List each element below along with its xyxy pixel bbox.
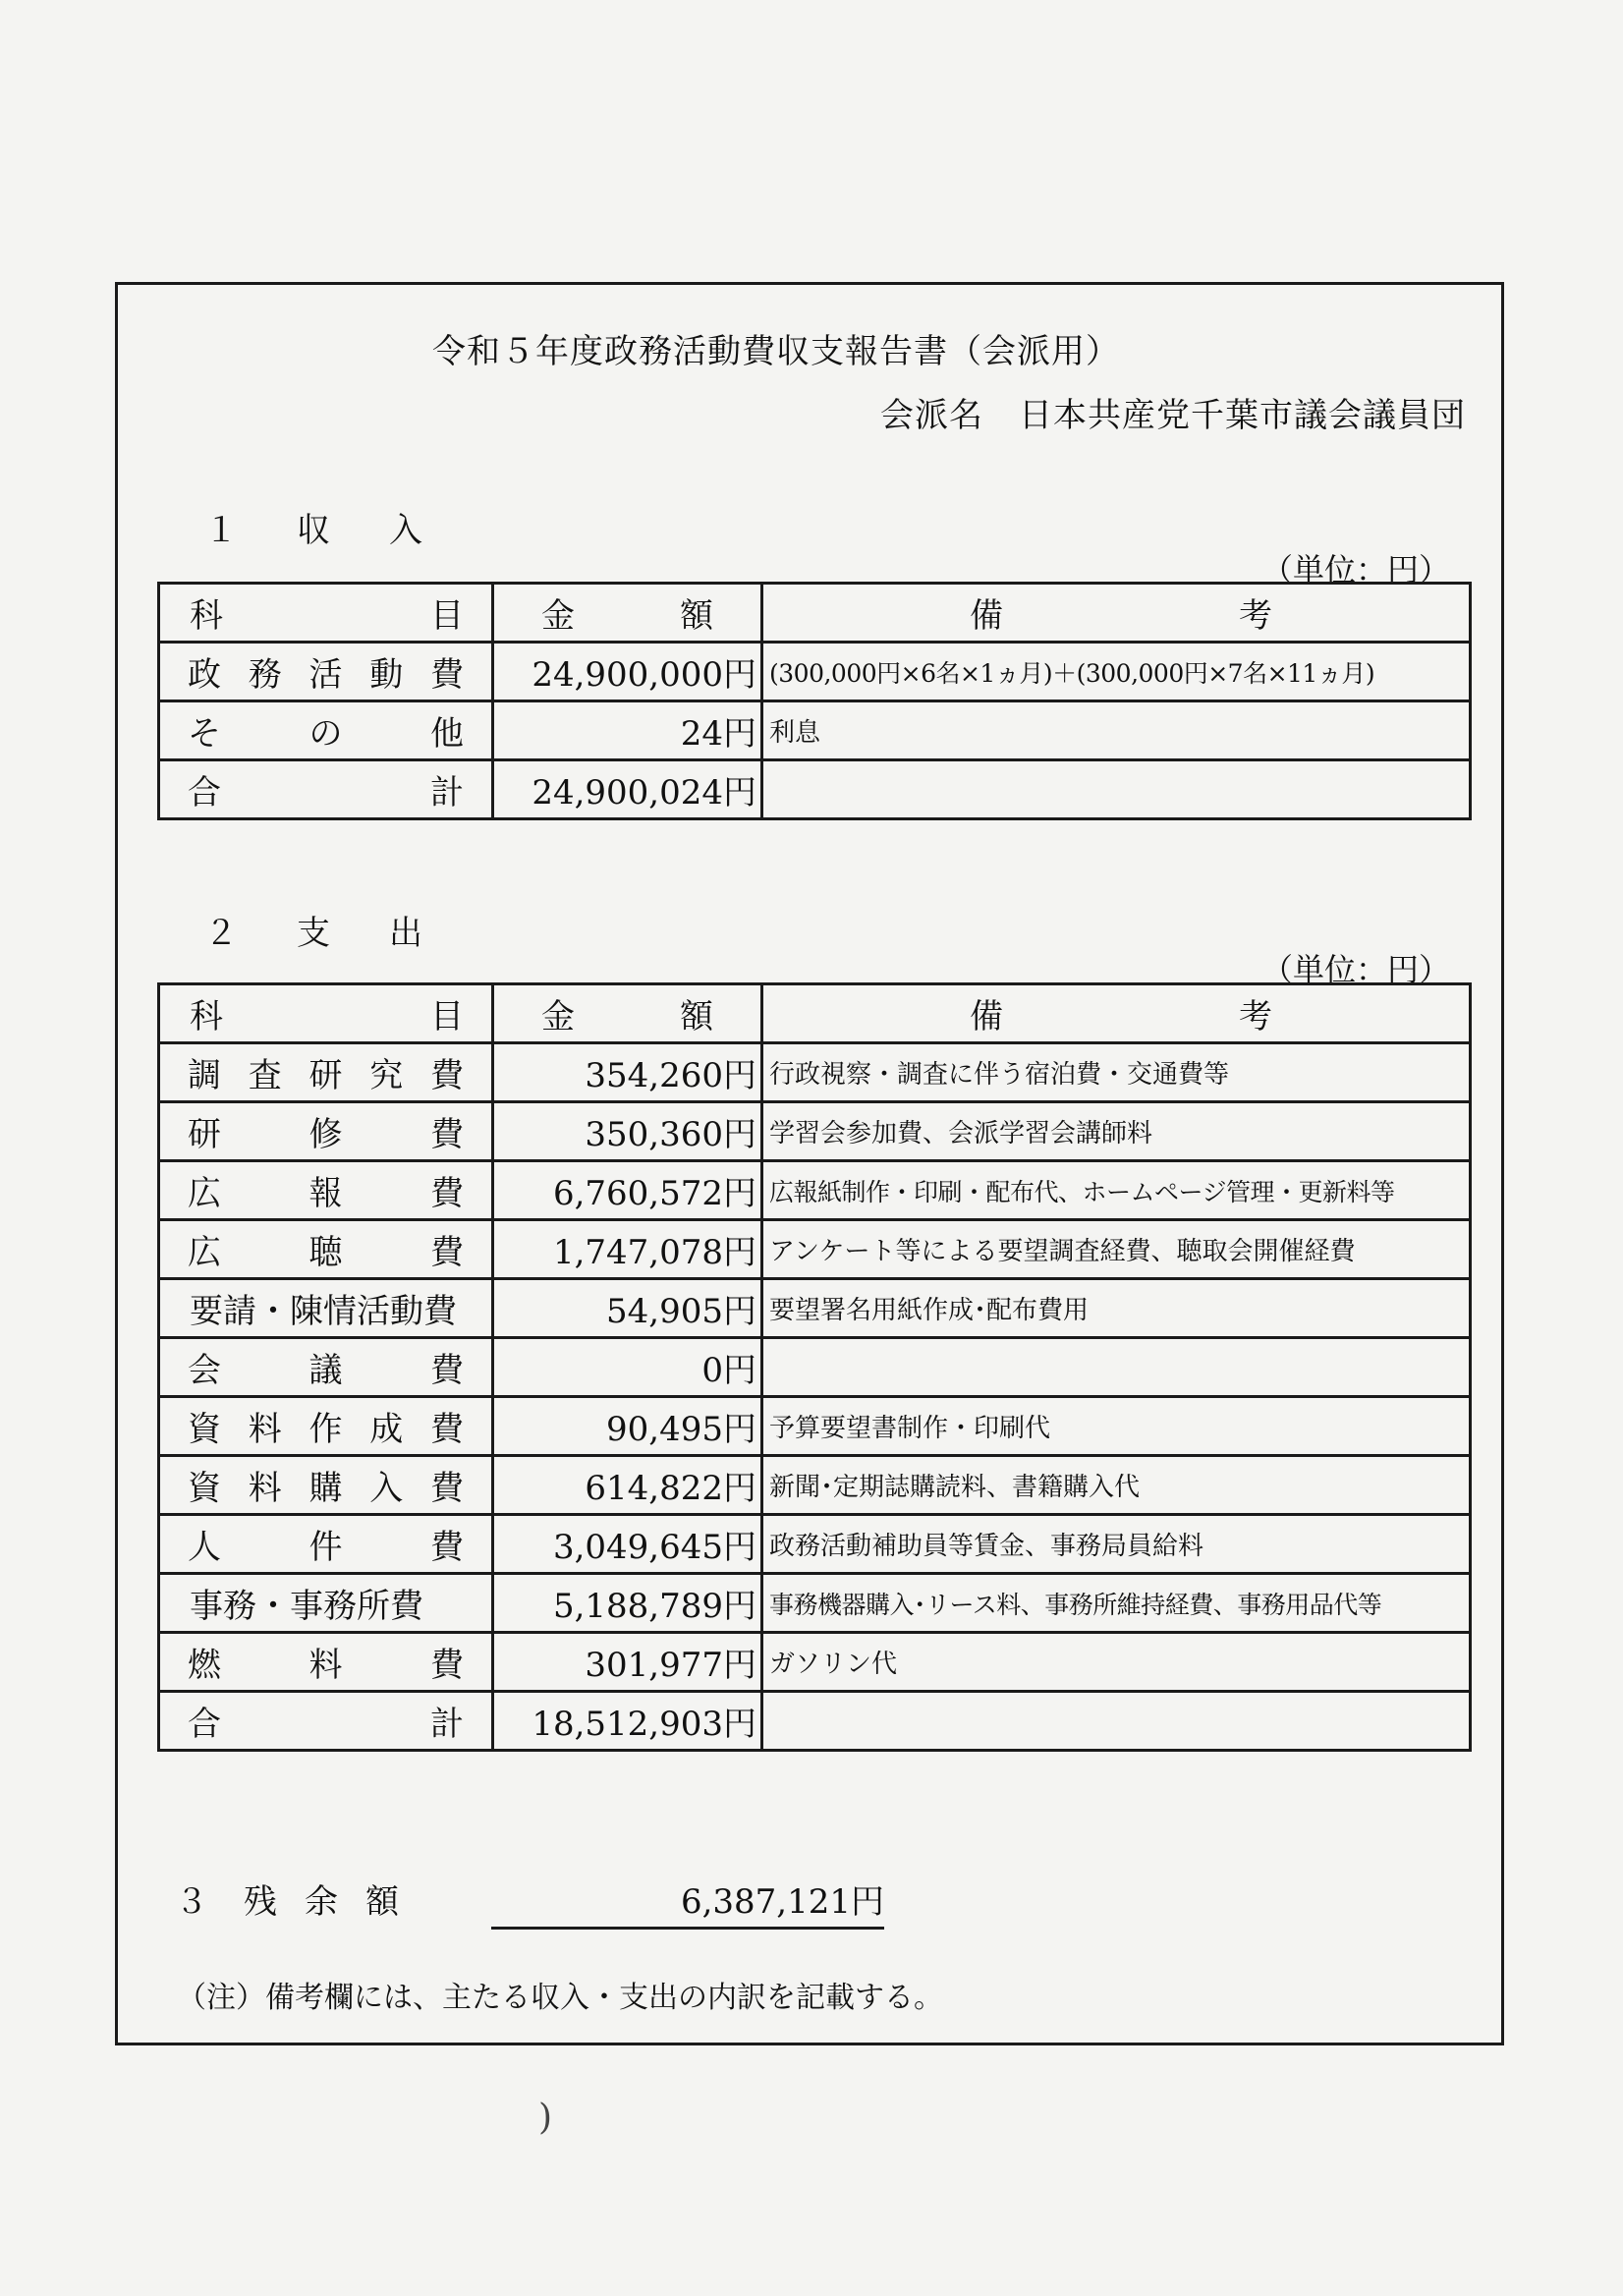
balance-value: 6,387,121円 [491, 1875, 884, 1930]
group-line [880, 388, 1466, 436]
income-col-note: 備考 [762, 584, 1471, 643]
expense-header-row [159, 984, 1471, 1043]
expense-amount: 5,188,789円 [493, 1574, 762, 1633]
expense-note: 要望署名用紙作成･配布費用 [762, 1279, 1471, 1338]
expense-note: ガソリン代 [762, 1633, 1471, 1692]
table-row [159, 760, 1471, 819]
group-label: 会派名 [880, 396, 983, 435]
expense-subject: 燃料費 [159, 1633, 493, 1692]
expense-subject: 研修費 [159, 1102, 493, 1161]
expense-subject: 資料作成費 [159, 1397, 493, 1456]
table-row [159, 643, 1471, 701]
expense-subject: 会議費 [159, 1338, 493, 1397]
expense-amount: 614,822円 [493, 1456, 762, 1515]
expense-amount: 1,747,078円 [493, 1220, 762, 1279]
expense-subject: 資料購入費 [159, 1456, 493, 1515]
income-subject: 政務活動費 [159, 643, 493, 701]
table-row [159, 1338, 1471, 1397]
table-row [159, 1102, 1471, 1161]
balance-line [175, 1875, 884, 1930]
stray-mark: ) [538, 2098, 553, 2138]
expense-total-label: 合計 [159, 1692, 493, 1751]
expense-amount: 54,905円 [493, 1279, 762, 1338]
table-row [159, 1161, 1471, 1220]
table-row [159, 1279, 1471, 1338]
expense-note: 予算要望書制作・印刷代 [762, 1397, 1471, 1456]
table-row [159, 1456, 1471, 1515]
expense-table [157, 982, 1472, 1752]
expense-heading-label: 支出 [297, 914, 481, 953]
income-heading-label: 収入 [297, 511, 481, 550]
expense-subject: 広報費 [159, 1161, 493, 1220]
income-heading-number: １ [204, 511, 238, 550]
expense-col-amount: 金額 [493, 984, 762, 1043]
expense-note: 広報紙制作・印刷・配布代、ホームページ管理・更新料等 [762, 1161, 1471, 1220]
expense-amount: 0円 [493, 1338, 762, 1397]
expense-subject: 調査研究費 [159, 1043, 493, 1102]
table-row [159, 1043, 1471, 1102]
income-col-amount: 金額 [493, 584, 762, 643]
expense-subject: 要請・陳情活動費 [159, 1279, 493, 1338]
expense-note: 新聞･定期誌購読料、書籍購入代 [762, 1456, 1471, 1515]
expense-note: 行政視察・調査に伴う宿泊費・交通費等 [762, 1043, 1471, 1102]
expense-subject: 事務・事務所費 [159, 1574, 493, 1633]
expense-note [762, 1338, 1471, 1397]
income-amount: 24円 [493, 701, 762, 760]
table-row [159, 1692, 1471, 1751]
expense-note: 学習会参加費、会派学習会講師料 [762, 1102, 1471, 1161]
income-col-subject: 科目 [159, 584, 493, 643]
income-header-row [159, 584, 1471, 643]
income-note: 利息 [762, 701, 1471, 760]
income-heading [204, 503, 481, 551]
expense-note: アンケート等による要望調査経費、聴取会開催経費 [762, 1220, 1471, 1279]
expense-note: 事務機器購入･リース料、事務所維持経費、事務用品代等 [762, 1574, 1471, 1633]
page-title: 令和５年度政務活動費収支報告書（会派用） [432, 332, 1120, 371]
balance-label: 残余額 [244, 1882, 426, 1922]
expense-subject: 広聴費 [159, 1220, 493, 1279]
expense-amount: 6,760,572円 [493, 1161, 762, 1220]
table-row [159, 1574, 1471, 1633]
income-unit-label: （単位：円） [1260, 551, 1450, 588]
expense-total-amount: 18,512,903円 [493, 1692, 762, 1751]
table-row [159, 1515, 1471, 1574]
income-subject: その他 [159, 701, 493, 760]
income-total-label: 合計 [159, 760, 493, 819]
expense-col-subject: 科目 [159, 984, 493, 1043]
balance-number: ３ [175, 1882, 208, 1922]
table-row [159, 1220, 1471, 1279]
table-row [159, 701, 1471, 760]
expense-amount: 301,977円 [493, 1633, 762, 1692]
footnote: （注）備考欄には、主たる収入・支出の内訳を記載する。 [177, 1981, 943, 2015]
expense-note [762, 1692, 1471, 1751]
income-note [762, 760, 1471, 819]
table-row [159, 1397, 1471, 1456]
group-name: 日本共産党千葉市議会議員団 [1019, 396, 1466, 435]
income-table [157, 582, 1472, 820]
expense-col-note: 備考 [762, 984, 1471, 1043]
table-row [159, 1633, 1471, 1692]
expense-heading [204, 906, 481, 954]
expense-amount: 90,495円 [493, 1397, 762, 1456]
income-amount: 24,900,000円 [493, 643, 762, 701]
expense-amount: 354,260円 [493, 1043, 762, 1102]
expense-amount: 350,360円 [493, 1102, 762, 1161]
expense-amount: 3,049,645円 [493, 1515, 762, 1574]
expense-subject: 人件費 [159, 1515, 493, 1574]
income-note: (300,000円×6名×1ヵ月)＋(300,000円×7名×11ヵ月) [762, 643, 1471, 701]
expense-note: 政務活動補助員等賃金、事務局員給料 [762, 1515, 1471, 1574]
expense-unit-label: （単位：円） [1260, 951, 1450, 988]
income-total-amount: 24,900,024円 [493, 760, 762, 819]
expense-heading-number: ２ [204, 914, 238, 953]
